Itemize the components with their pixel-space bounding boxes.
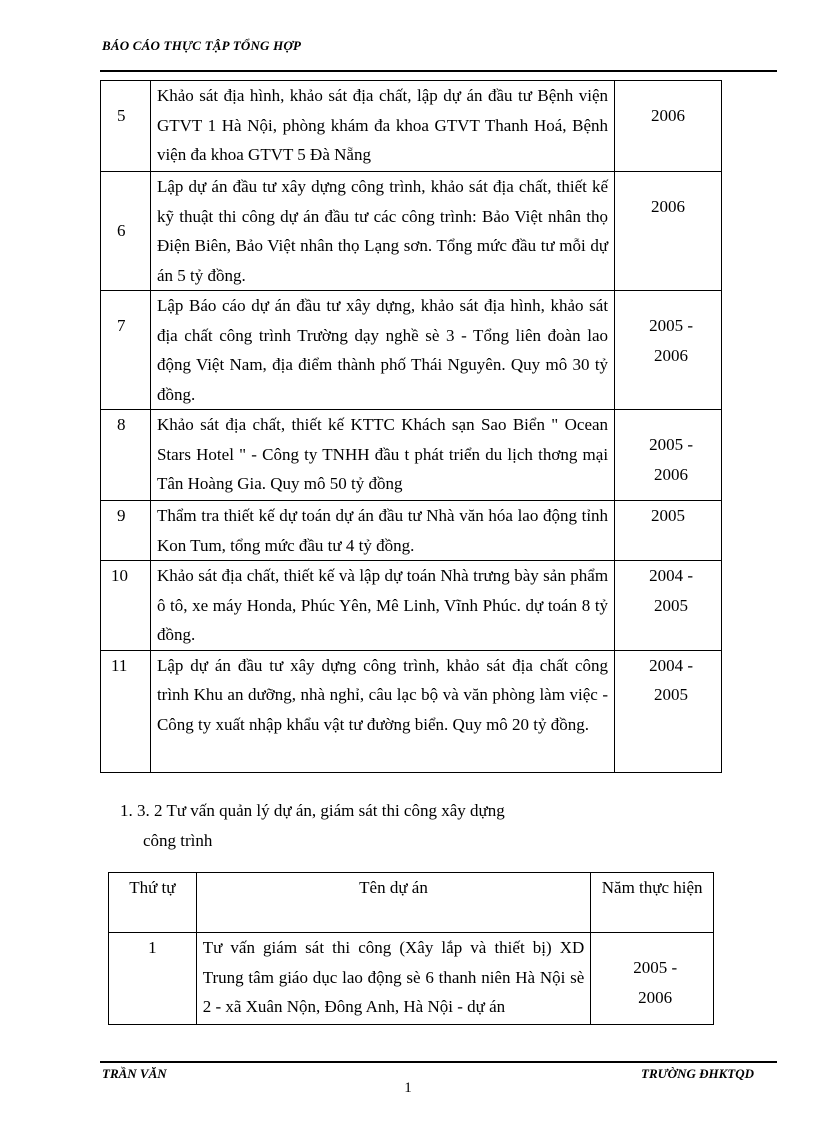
project-year: 2005 - 2006 (633, 958, 678, 1007)
table-row (101, 81, 722, 172)
project-description: Thẩm tra thiết kế dự toán dự án đầu tư Nhà văn hóa lao động tỉnh Kon Tum, tổng mức đầu tư 4 tỷ đồng. (150, 501, 614, 561)
project-description: Lập dự án đầu tư xây dựng công trình, khảo sát địa chất, thiết kế kỹ thuật thi công dự án đầu tư các công trình: Bảo Việt nhân thọ Điện Biên, Bảo Việt nhân thọ Lạng sơn. Tổng mức đầu tư mỗi dự án 5 tỷ đồng. (150, 172, 614, 291)
project-description: Lập Báo cáo dự án đầu tư xây dựng, khảo sát địa hình, khảo sát địa chất công trình Trường dạy nghề sè 3 - Tổng liên đoàn lao động Việt Nam, địa điểm thành phố Thái Nguyên. Quy mô 30 tỷ đồng. (150, 291, 614, 410)
projects-table (100, 80, 722, 773)
header-name: Tên dự án (196, 873, 591, 933)
table-row (101, 172, 722, 291)
supervision-table (108, 872, 714, 1025)
row-number: 7 (117, 316, 126, 335)
section-heading (120, 796, 600, 856)
section-heading-line2: công trình (143, 831, 213, 850)
table-row (109, 933, 714, 1025)
row-number: 10 (111, 566, 128, 585)
row-number: 11 (111, 655, 128, 675)
project-description: Khảo sát địa hình, khảo sát địa chất, lập dự án đầu tư Bệnh viện GTVT 1 Hà Nội, phòng khám đa khoa GTVT Thanh Hoá, Bệnh viện đa khoa GTVT 5 Đà Nẵng (150, 81, 614, 172)
project-description: Khảo sát địa chất, thiết kế và lập dự toán Nhà trưng bày sản phẩm ô tô, xe máy Honda, Phúc Yên, Mê Linh, Vĩnh Phúc. dự toán 8 tỷ đồng. (150, 561, 614, 651)
project-year: 2004 - 2005 (649, 566, 693, 615)
project-description: Lập dự án đầu tư xây dựng công trình, khảo sát địa chất công trình Khu an dưỡng, nhà nghỉ, câu lạc bộ và văn phòng làm việc - Công ty xuất nhập khẩu vật tư đường biển. Quy mô 20 tỷ đồng. (150, 650, 614, 772)
project-description: Tư vấn giám sát thi công (Xây lắp và thiết bị) XD Trung tâm giáo dục lao động sè 6 thanh niên Hà Nội sè 2 - xã Xuân Nộn, Đông Anh, Hà Nội - dự án (196, 933, 591, 1025)
table-row (101, 501, 722, 561)
header-rule (100, 70, 777, 72)
table-row (101, 650, 722, 772)
footer-author: TRẦN VĂN (102, 1066, 167, 1081)
project-description: Khảo sát địa chất, thiết kế KTTC Khách sạn Sao Biển " Ocean Stars Hotel " - Công ty TNHH đầu t phát triển du lịch thơng mại Tân Hoàng Gia. Quy mô 50 tỷ đồng (150, 410, 614, 501)
row-number: 9 (117, 506, 126, 525)
table-header-row (109, 873, 714, 933)
project-year: 2005 - 2006 (649, 316, 693, 365)
project-year: 2004 - 2005 (649, 655, 693, 704)
project-year: 2006 (651, 197, 686, 216)
project-year: 2005 - 2006 (649, 435, 693, 484)
header-year: Năm thực hiện (591, 873, 714, 933)
footer-school: TRƯỜNG ĐHKTQD (641, 1066, 754, 1081)
row-number: 1 (109, 933, 197, 1025)
table-row (101, 291, 722, 410)
page-number: 1 (404, 1080, 412, 1096)
header-title: BÁO CÁO THỰC TẬP TỔNG HỢP (102, 38, 302, 53)
row-number: 5 (117, 106, 126, 125)
table-row (101, 410, 722, 501)
row-number: 8 (117, 415, 126, 434)
project-year: 2006 (651, 106, 686, 125)
project-year: 2005 (651, 506, 686, 525)
footer-rule (100, 1061, 777, 1063)
row-number: 6 (117, 221, 126, 240)
section-heading-line1: 1. 3. 2 Tư vấn quản lý dự án, giám sát thi công xây dựng (120, 801, 505, 820)
table-row (101, 561, 722, 651)
header-no: Thứ tự (109, 873, 197, 933)
